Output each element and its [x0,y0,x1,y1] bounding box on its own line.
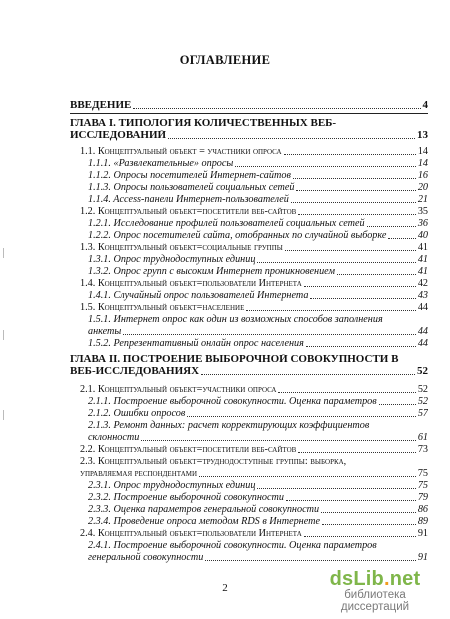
toc-entry-page: 52 [417,384,428,395]
toc-entry-title: 2.3.2. Построение выборочной совокупности [88,492,284,503]
toc-entry[interactable] [88,158,428,169]
toc-entry-title: 1.2. Концептуальный объект=посетители веб-сайтов [80,206,297,217]
logo-dot: . [383,568,390,590]
toc-entry-title: 1.1. Концептуальный объект = участники опроса [80,146,282,157]
toc-leader-dots [141,439,415,441]
toc-entry-title: 1.1.1. «Развлекательные» опросы [88,158,234,169]
toc-entry-title: 2.3. Концептуальный объект=труднодоступные группы: выборка, [80,456,347,467]
toc-entry-page: 44 [417,326,428,337]
toc-entry-title: 1.3.1. Опрос труднодоступных единиц [88,254,256,265]
toc-entry-title: 1.2.1. Исследование профилей пользователей социальных сетей [88,218,365,229]
toc-leader-dots [293,177,416,179]
toc-entry-title: 1.5.1. Интернет опрос как один из возможных способов заполнения [88,314,383,325]
toc-leader-dots [291,201,416,203]
toc-entry[interactable] [80,242,428,253]
toc-entry[interactable] [80,384,428,395]
toc-entry-title: управляемая респондентами [80,468,198,479]
toc-leader-dots [322,523,416,525]
toc-entry-title: 2.3.3. Оценка параметров генеральной совокупности [88,504,320,515]
toc-entry-page: 61 [417,432,428,443]
toc-entry[interactable] [88,480,428,491]
toc-entry[interactable] [88,194,428,205]
toc-entry[interactable] [80,302,428,313]
toc-entry[interactable] [70,118,428,129]
toc-entry-page: 57 [417,408,428,419]
toc-entry-page: 16 [417,170,428,181]
margin-mark [3,248,7,258]
toc-entry[interactable] [88,540,428,551]
toc-entry[interactable] [88,182,428,193]
toc-leader-dots [133,107,420,109]
toc-entry-page: 35 [417,206,428,217]
toc-entry[interactable] [88,290,428,301]
toc-entry-page: 14 [417,146,428,157]
margin-mark [3,330,7,340]
toc-leader-dots [304,285,416,287]
toc-entry-page: 42 [417,278,428,289]
toc-entry[interactable] [70,354,428,365]
toc-entry-title: 2.1.1. Построение выборочной совокупности. Оценка параметров [88,396,377,407]
toc-entry[interactable] [80,278,428,289]
toc-entry[interactable] [88,266,428,277]
toc-entry-page: 52 [417,366,428,377]
toc-entry[interactable] [80,206,428,217]
toc-entry-page: 13 [417,130,428,141]
toc-entry[interactable] [88,492,428,503]
watermark-logo-text [310,568,440,591]
toc-entry-page: 75 [417,480,428,491]
watermark-logo [310,568,440,613]
toc-entry-title: 1.4. Концептуальный объект=пользователи Интернета [80,278,302,289]
toc-entry-title: склонности [88,432,140,443]
toc-entry-page: 73 [417,444,428,455]
logo-tld: net [389,568,421,590]
toc-entry[interactable] [80,444,428,455]
toc-entry-title: 1.1.2. Опросы посетителей Интернет-сайтов [88,170,291,181]
toc-entry[interactable] [88,516,428,527]
toc-entry-page: 86 [417,504,428,515]
toc-entry[interactable] [88,552,428,563]
toc-entry-title: 2.4.1. Построение выборочной совокупности. Оценка параметров [88,540,377,551]
toc-leader-dots [257,261,415,263]
page-number: 2 [222,582,228,594]
toc-entry-title: 1.2.2. Опрос посетителей сайта, отобранных по случайной выборке [88,230,387,241]
toc-entry-title: 1.3. Концептуальный объект=социальные группы [80,242,283,253]
toc-entry[interactable] [88,338,428,349]
toc-entry-page: 21 [417,194,428,205]
toc-entry-page: 89 [417,516,428,527]
toc-leader-dots [306,345,416,347]
toc-entry[interactable] [88,504,428,515]
watermark-subtitle: библиотека диссертаций [340,589,410,613]
toc-leader-dots [379,403,416,405]
toc-entry-page: 4 [422,100,428,111]
toc-entry[interactable] [70,130,428,141]
toc-entry[interactable] [70,100,428,111]
toc-entry-title: ВВЕДЕНИЕ [70,100,132,111]
margin-mark [3,410,7,420]
toc-entry-page: 20 [417,182,428,193]
toc-leader-dots [257,487,415,489]
toc-leader-dots [388,237,415,239]
toc-entry-title: 1.5.2. Репрезентативный онлайн опрос населения [88,338,304,349]
toc-leader-dots [296,189,415,191]
toc-leader-dots [278,391,415,393]
toc-entry-title: 2.1.3. Ремонт данных: расчет корректирующих коэффициентов [88,420,370,431]
toc-leader-dots [235,165,415,167]
toc-entry-title: ГЛАВА II. ПОСТРОЕНИЕ ВЫБОРОЧНОЙ СОВОКУПНОСТИ В [70,354,399,365]
toc-entry[interactable] [88,170,428,181]
toc-entry-page: 91 [417,552,428,563]
toc-entry-title: 2.4. Концептуальный объект=пользователи Интернета [80,528,302,539]
toc-entry-title: 2.3.4. Проведение опроса методом RDS в Интернете [88,516,320,527]
toc-leader-dots [187,415,416,417]
toc-entry-title: 2.3.1. Опрос труднодоступных единиц [88,480,256,491]
toc-entry[interactable] [88,314,428,325]
toc-leader-dots [246,309,415,311]
toc-entry-page: 14 [417,158,428,169]
toc-entry-title: генеральной совокупности [88,552,204,563]
toc-entry[interactable] [70,366,428,377]
toc-leader-dots [310,297,415,299]
toc-entry-page: 79 [417,492,428,503]
toc-entry[interactable] [80,528,428,539]
toc-entry[interactable] [80,456,428,467]
toc-leader-dots [321,511,416,513]
toc-entry-title: 1.5. Концептуальный объект=население [80,302,245,313]
toc-entry-page: 91 [417,528,428,539]
toc-entry-title: 1.4.1. Случайный опрос пользователей Интернета [88,290,309,301]
toc-entry[interactable] [88,408,428,419]
toc-entry[interactable] [88,396,428,407]
toc-entry[interactable] [88,326,428,337]
toc-entry-title: ВЕБ-ИССЛЕДОВАНИЯХ [70,366,200,377]
toc-entry[interactable] [88,218,428,229]
toc-leader-dots [367,225,416,227]
toc-entry-title: 2.1.2. Ошибки опросов [88,408,186,419]
toc-leader-dots [199,475,416,477]
toc-entry[interactable] [88,420,428,431]
toc-leader-dots [298,213,416,215]
toc-entry-page: 41 [417,242,428,253]
toc-entry[interactable] [88,230,428,241]
toc-entry[interactable] [88,254,428,265]
logo-main: dsLib [329,568,384,590]
toc-leader-dots [337,273,416,275]
toc-leader-dots [298,451,416,453]
toc-leader-dots [168,137,415,139]
toc-entry-title: 1.1.3. Опросы пользователей социальных сетей [88,182,295,193]
toc-entry-page: 44 [417,338,428,349]
toc-leader-dots [284,153,416,155]
toc-entry-page: 43 [417,290,428,301]
toc-entry-title: ИССЛЕДОВАНИЙ [70,130,167,141]
toc-leader-dots [123,333,416,335]
toc-entry-page: 40 [417,230,428,241]
toc-entry-page: 41 [417,266,428,277]
toc-entry-page: 41 [417,254,428,265]
toc-entry-title: анкеты [88,326,122,337]
toc-entry-title: 2.2. Концептуальный объект=посетители веб-сайтов [80,444,297,455]
toc-leader-dots [285,249,416,251]
page-title: ОГЛАВЛЕНИЕ [179,53,271,67]
toc-entry[interactable] [88,432,428,443]
toc-entry-title: 1.1.4. Access-панели Интернет-пользователей [88,194,289,205]
toc-entry[interactable] [80,146,428,157]
toc-entry-page: 36 [417,218,428,229]
toc-entry[interactable] [80,468,428,479]
toc-entry-page: 44 [417,302,428,313]
toc-entry-page: 75 [417,468,428,479]
toc-entry-title: 1.3.2. Опрос групп с высоким Интернет проникновением [88,266,335,277]
toc-leader-dots [201,373,415,375]
toc-leader-dots [304,535,416,537]
toc-leader-dots [286,499,416,501]
toc-entry-title: ГЛАВА I. ТИПОЛОГИЯ КОЛИЧЕСТВЕННЫХ ВЕБ- [70,118,337,129]
toc-leader-dots [205,559,415,561]
toc-entry-title: 2.1. Концептуальный объект=участники опроса [80,384,277,395]
heading-underline [70,113,428,114]
toc-entry-page: 52 [417,396,428,407]
